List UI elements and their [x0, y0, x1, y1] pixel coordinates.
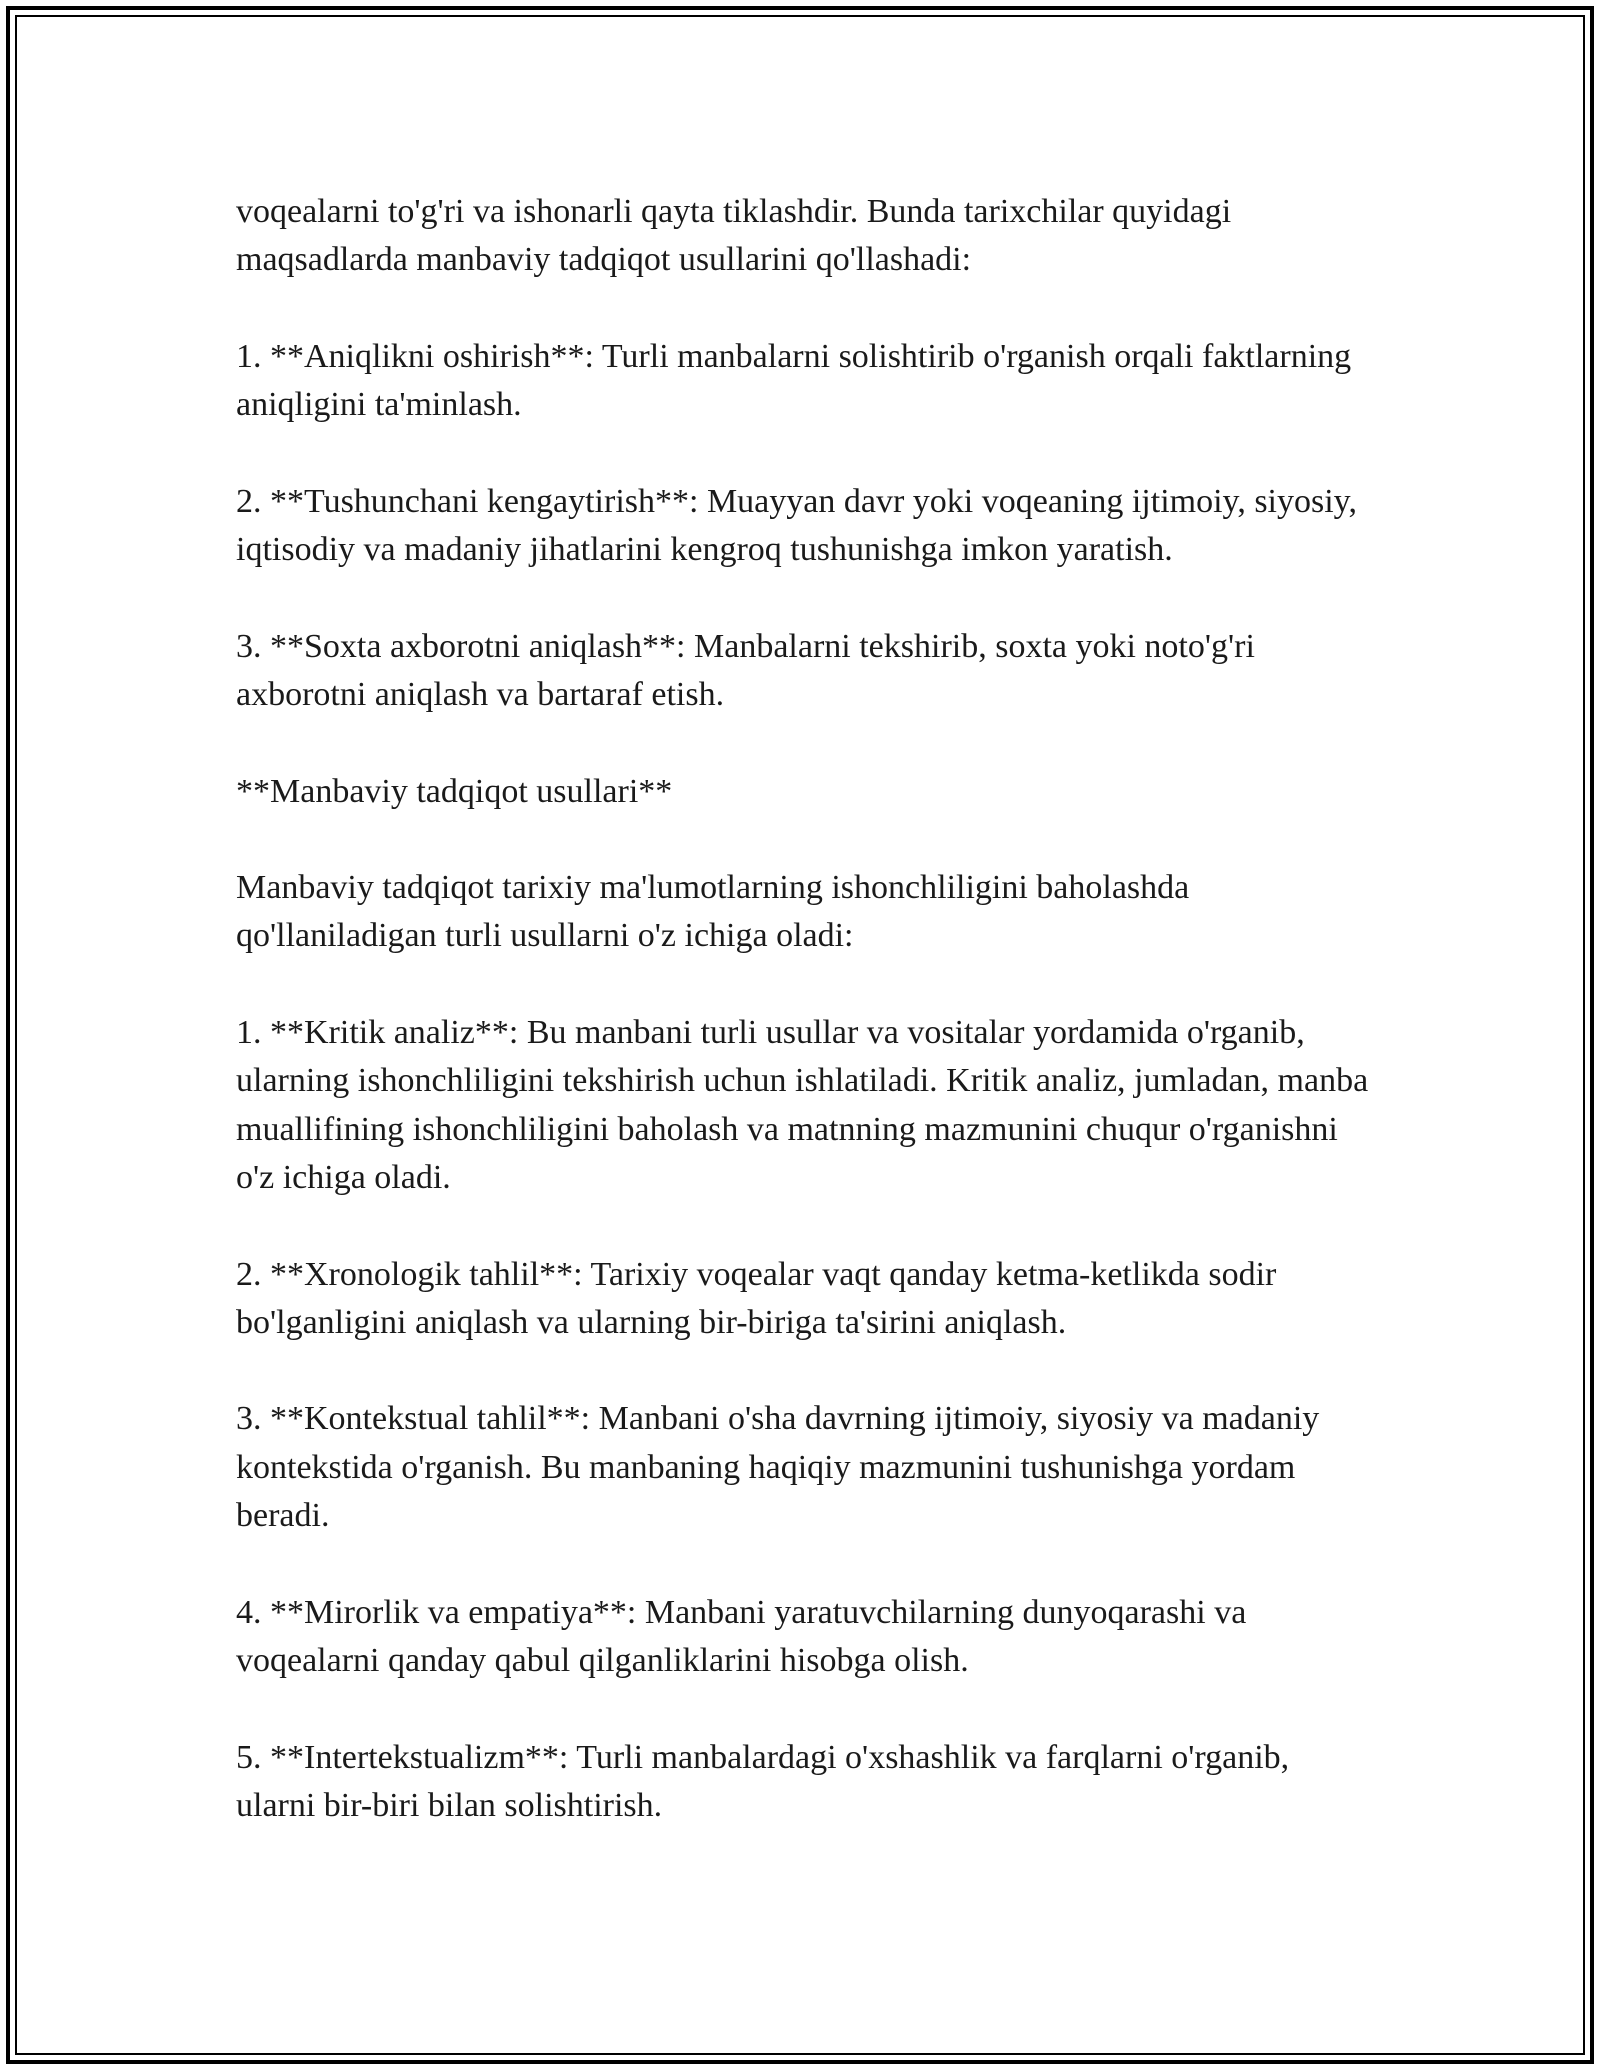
list-item-aniqlikni-oshirish: 1. **Aniqlikni oshirish**: Turli manbalarni solishtirib o'rganish orqali faktlarning aniqligini ta'minlash.: [236, 337, 1352, 424]
list-item-kontekstual-tahlil: 3. **Kontekstual tahlil**: Manbani o'sha davrning ijtimoiy, siyosiy va madaniy kontekstida o'rganish. Bu manbaning haqiqiy mazmunini tushunishga yordam beradi.: [236, 1400, 1320, 1535]
section-heading-manbaviy-tadqiqot-usullari: **Manbaviy tadqiqot usullari**: [236, 772, 673, 810]
list-item-mirorlik-va-empatiya: 4. **Mirorlik va empatiya**: Manbani yaratuvchilarning dunyoqarashi va voqealarni qanday qabul qilganliklarini hisobga olish.: [236, 1593, 1247, 1679]
paragraph-intro-continuation: voqealarni to'g'ri va ishonarli qayta tiklashdir. Bunda tarixchilar quyidagi maqsadlarda manbaviy tadqiqot usullarini qo'llashadi:: [236, 193, 1232, 279]
list-item-tushunchani-kengaytirish: 2. **Tushunchani kengaytirish**: Muayyan davr yoki voqeaning ijtimoiy, siyosiy, iqtisodiy va madaniy jihatlarini kengroq tushunishga imkon yaratish.: [236, 482, 1357, 569]
list-item-kritik-analiz: 1. **Kritik analiz**: Bu manbani turli usullar va vositalar yordamida o'rganib, ularning ishonchliligini tekshirish uchun ishlatiladi. Kritik analiz, jumladan, manba muallifining ishonchliligini baholash va matnning mazmunini chuqur o'rganishni o'z ichiga oladi.: [236, 1014, 1369, 1196]
document-body: [236, 188, 1376, 1830]
list-item-xronologik-tahlil: 2. **Xronologik tahlil**: Tarixiy voqealar vaqt qanday ketma-ketlikda sodir bo'lganligini aniqlash va ularning bir-biriga ta'sirini aniqlash.: [236, 1255, 1277, 1341]
paragraph-section-intro: Manbaviy tadqiqot tarixiy ma'lumotlarning ishonchliligini baholashda qo'llaniladigan turli usullarni o'z ichiga oladi:: [236, 869, 1190, 955]
list-item-soxta-axborotni-aniqlash: 3. **Soxta axborotni aniqlash**: Manbalarni tekshirib, soxta yoki noto'g'ri axborotni aniqlash va bartaraf etish.: [236, 627, 1255, 713]
list-item-intertekstualizm: 5. **Intertekstualizm**: Turli manbalardagi o'xshashlik va farqlarni o'rganib, ularni bir-biri bilan solishtirish.: [236, 1738, 1290, 1824]
